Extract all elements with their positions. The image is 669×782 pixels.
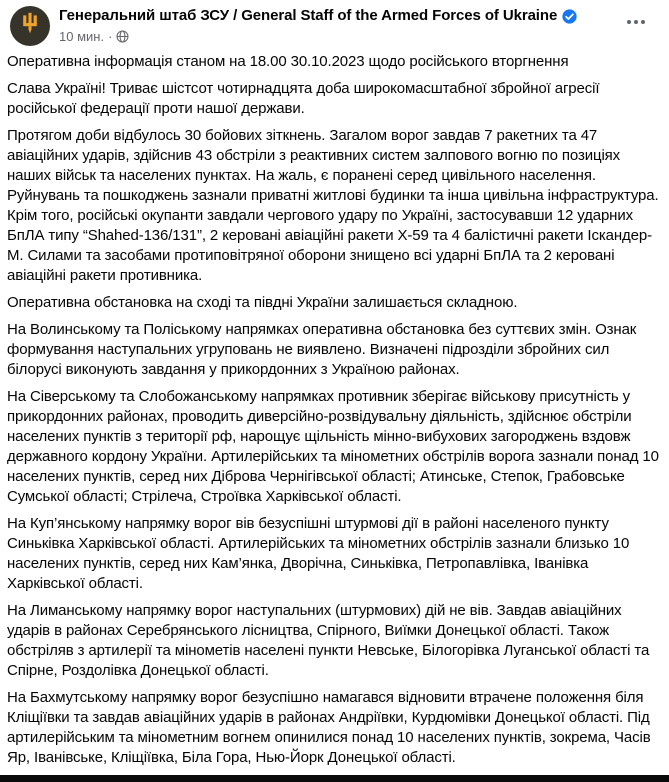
post-paragraph: На Сіверському та Слобожанському напрямках противник зберігає військову присутність у прикордонних районах, проводить диверсійно-розвідувальну діяльність, здійснює обстріли населених пунктів з території рф, нарощує щільність мінно-вибухових загороджень вздовж державного кордону України. Артилерійських та мінометних обстрілів ворога зазнали понад 10 населених пунктів, серед них Діброва Чернігівської області; Атинське, Степок, Грабовське Сумської області; Стрілеча, Строївка Харківської області. — [7, 388, 659, 505]
more-options-button[interactable] — [621, 10, 651, 34]
page-name-link[interactable]: Генеральний штаб ЗСУ / General Staff of the Armed Forces of Ukraine — [59, 7, 558, 24]
ukraine-trident-icon — [19, 12, 41, 41]
post-paragraph: На Лиманському напрямку ворог наступальних (штурмових) дій не вів. Завдав авіаційних ударів в районах Серебрянського лісництва, Спірного, Виїмки Донецької області. Також обстріляв з артилерії та мінометів населені пункти Невське, Білогорівка Луганської області та Спірне, Роздолівка Донецької області. — [7, 602, 650, 679]
post-paragraph: Оперативна обстановка на сході та півдні України залишається складною. — [7, 294, 518, 311]
more-options-icon — [627, 20, 631, 24]
post-paragraph: Слава Україні! Триває шістсот чотирнадцята доба широкомасштабної збройної агресії російської федерації проти нашої держави. — [7, 80, 600, 117]
post-header — [0, 0, 669, 48]
page-avatar[interactable] — [10, 6, 50, 46]
more-options-icon — [634, 20, 638, 24]
post-paragraph: На Волинському та Поліському напрямках оперативна обстановка без суттєвих змін. Ознак формування наступальних угруповань не виявлено. Визначені підрозділи збройних сил білорусі виконують завдання у прикордонних з Україною районах. — [7, 321, 637, 378]
timestamp-link[interactable]: 10 мин. — [59, 29, 105, 44]
post-paragraph: На Бахмутському напрямку ворог безуспішно намагався відновити втрачене положення біля Кліщіївки та завдав авіаційних ударів в районах Андріївки, Курдюмівки Донецької області. Під артилерійським та мінометним вогнем опинилися понад 10 населених пунктів, зокрема, Часів Яр, Іванівське, Кліщіївка, Біла Гора, Нью-Йорк Донецької області. — [7, 689, 651, 766]
post-text — [0, 48, 669, 768]
globe-public-icon — [116, 30, 129, 43]
post-paragraph: Оперативна інформація станом на 18.00 30.10.2023 щодо російського вторгнення — [7, 53, 569, 70]
meta-separator: · — [108, 29, 113, 44]
post-paragraph: На Куп’янському напрямку ворог вів безуспішні штурмові дії в районі населеного пункту Синьківка Харківської області. Артилерійських та мінометних обстрілів зазнали близько 10 населених пунктів, серед них Кам’янка, Дворічна, Синьківка, Петропавлівка, Іванівка Харківської області. — [7, 515, 630, 592]
header-text-block — [59, 6, 621, 45]
more-options-icon — [641, 20, 645, 24]
verified-badge-icon — [562, 9, 577, 24]
post-paragraph: Протягом доби відбулось 30 бойових зіткнень. Загалом ворог завдав 7 ракетних та 47 авіаційних ударів, здійснив 43 обстріли з реактивних систем залпового вогню по позиціях наших військ та населених пунктах. На жаль, є поранені серед цивільного населення. Руйнувань та пошкоджень зазнали приватні житлові будинки та інша цивільна інфраструктура. Крім того, російські окупанти завдали чергового удару по Україні, застосувавши 12 ударних БпЛА типу “Shahed-136/131”, 2 керовані авіаційні ракети Х-59 та 4 балістичні ракети Іскандер-М. Силами та засобами протиповітряної оборони знищено всі ударні БпЛА та 2 керовані авіаційні ракети противника. — [7, 127, 659, 284]
attached-media-top-edge — [0, 775, 669, 782]
